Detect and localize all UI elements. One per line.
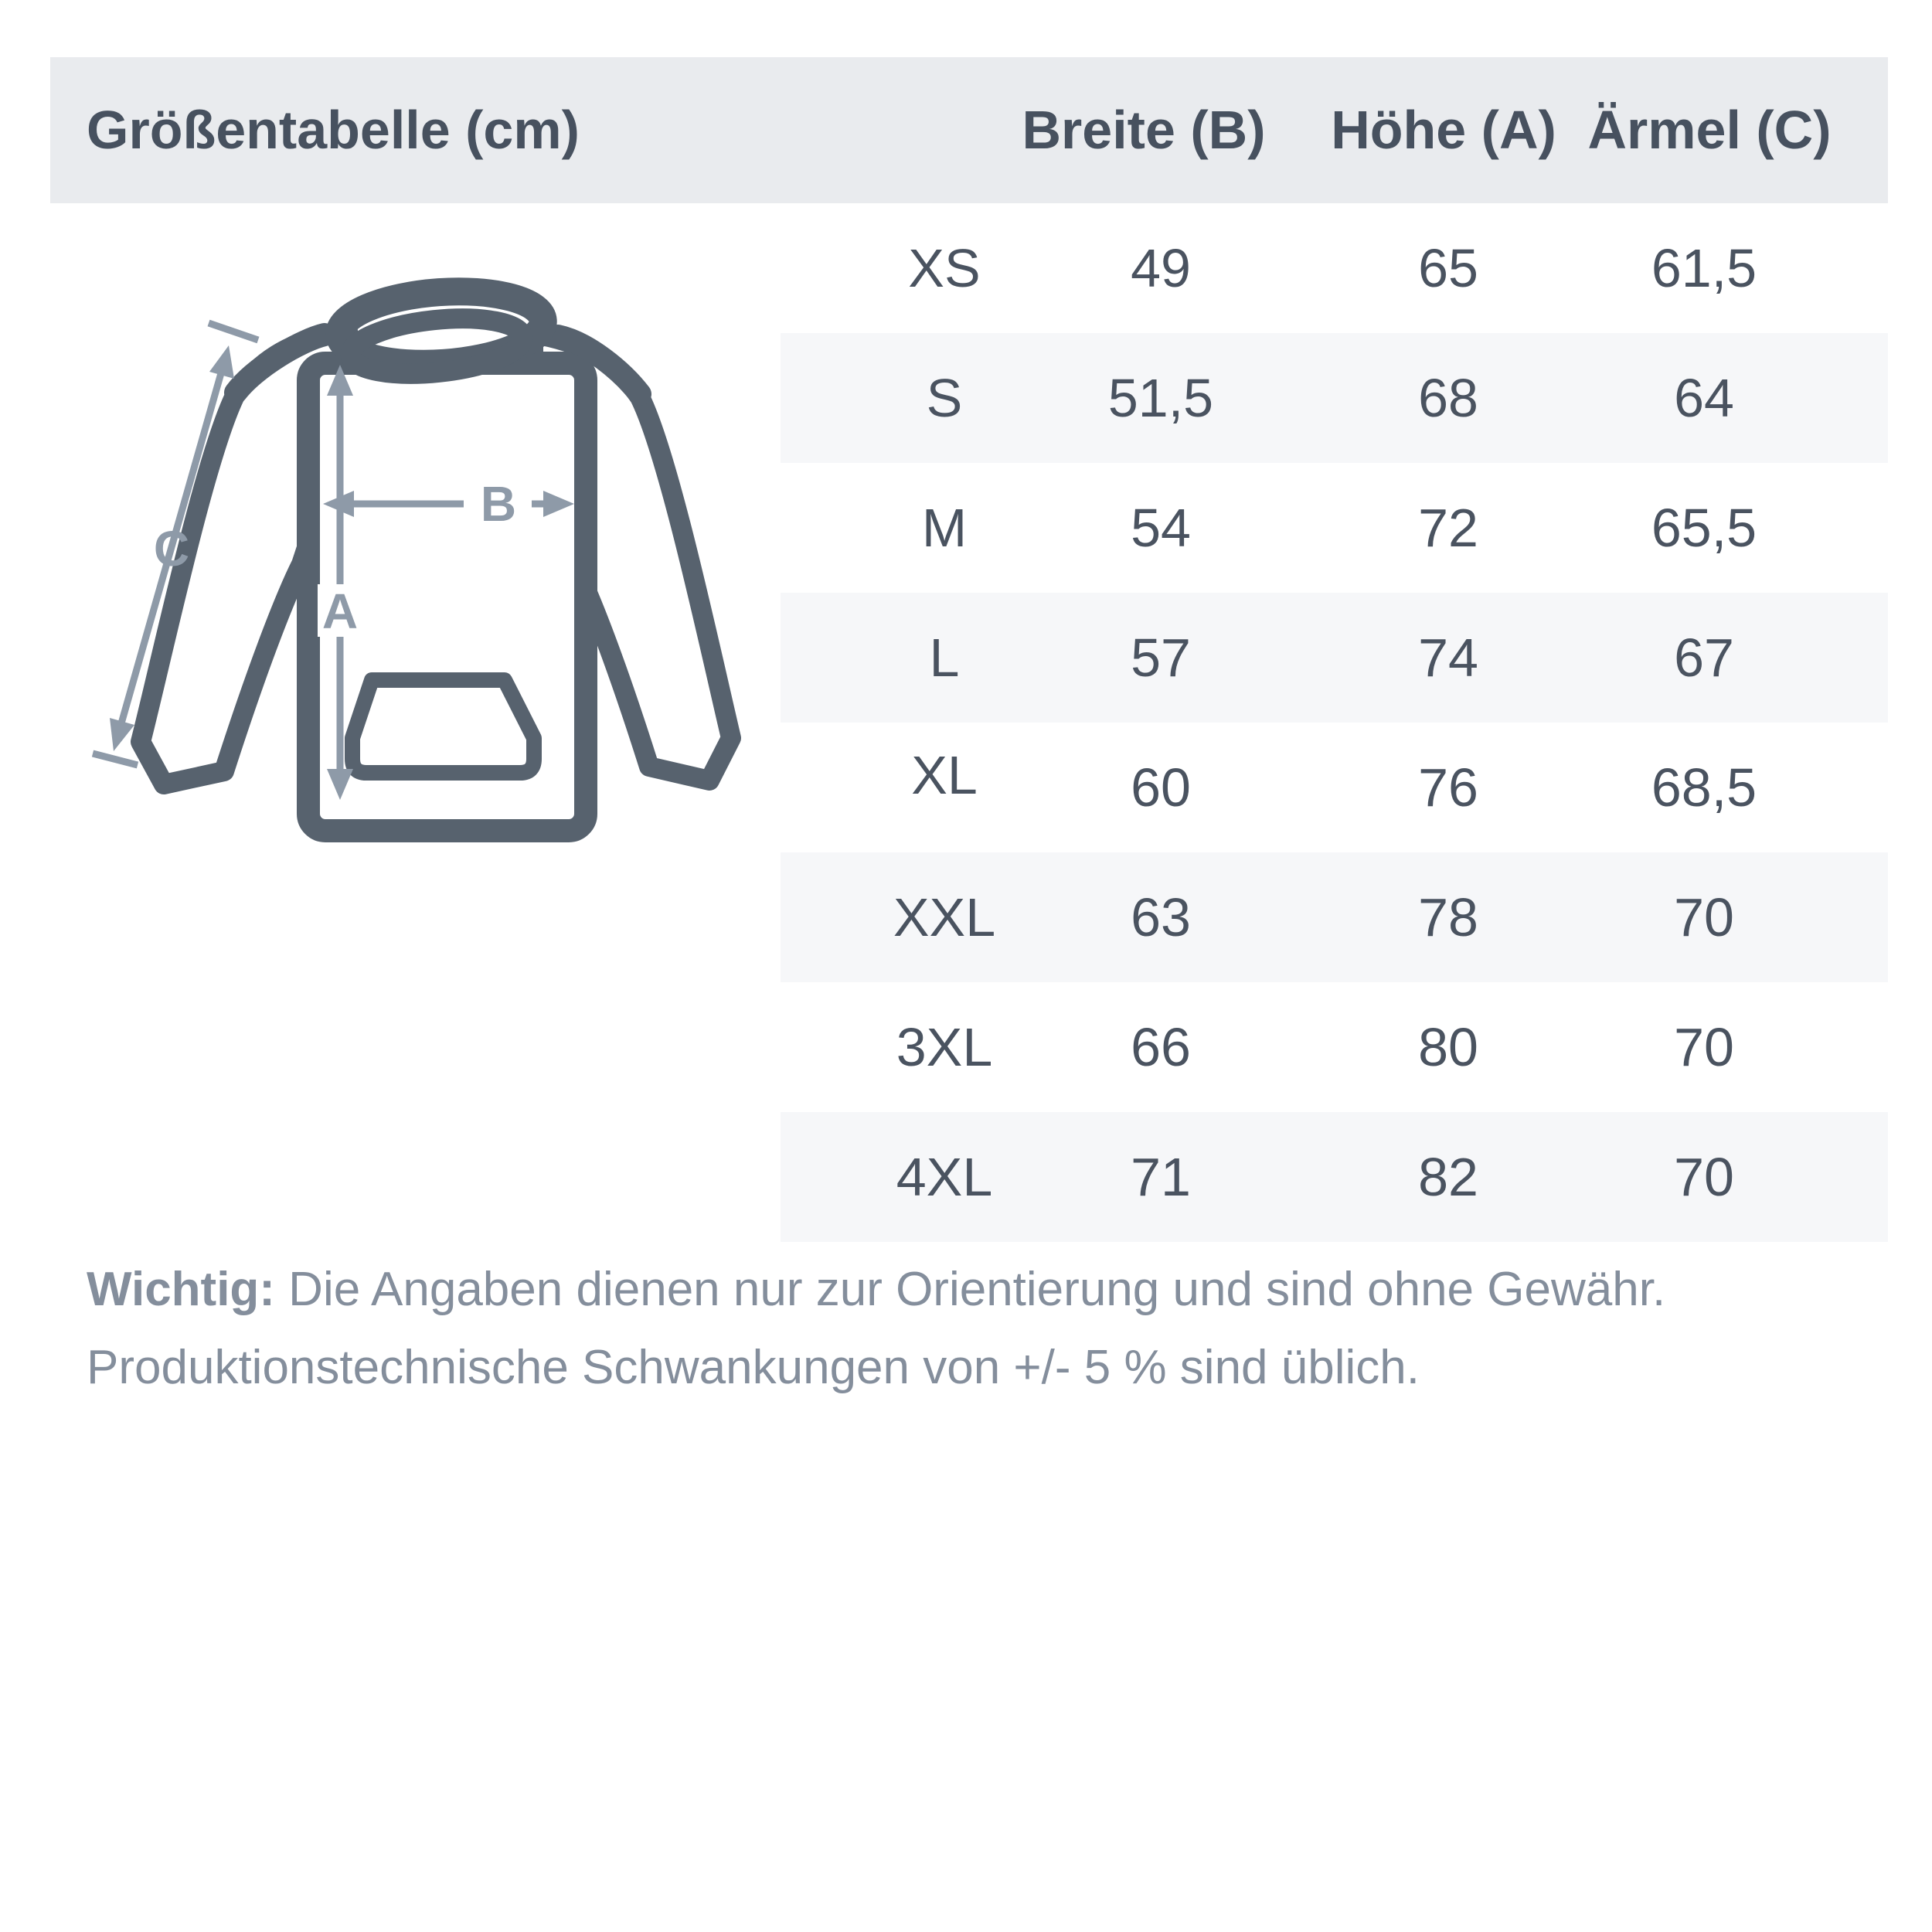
size-cell: XXL [893,887,996,947]
hoodie-pocket [352,680,534,773]
size-cell: L [929,628,960,688]
size-cell: M [921,498,968,558]
breite-cell: 49 [1131,238,1191,298]
size-cell: 3XL [896,1017,993,1077]
label-c: C [153,521,190,577]
label-b: B [480,476,517,532]
aermel-cell: 70 [1674,1017,1734,1077]
hoehe-cell: 72 [1418,498,1478,558]
hoehe-cell: 78 [1418,887,1478,947]
hoehe-cell: 68 [1418,368,1478,428]
hoehe-cell: 80 [1418,1017,1478,1077]
aermel-cell: 70 [1674,887,1734,947]
breite-cell: 57 [1131,628,1191,688]
aermel-cell: 65,5 [1651,498,1757,558]
hoehe-cell: 82 [1418,1147,1478,1207]
column-header-aermel: Ärmel (C) [1587,100,1832,160]
size-cell: XL [911,745,978,805]
breite-cell: 54 [1131,498,1191,558]
disclaimer [87,1250,1887,1406]
label-a: A [321,583,359,639]
hoehe-cell: 76 [1418,757,1478,818]
column-header-hoehe: Höhe (A) [1331,100,1556,160]
breite-cell: 60 [1131,757,1191,818]
disclaimer-bold-prefix: Wichtig: [87,1263,275,1316]
breite-cell: 71 [1131,1147,1191,1207]
aermel-cell: 68,5 [1651,757,1757,818]
aermel-cell: 67 [1674,628,1734,688]
breite-cell: 51,5 [1107,368,1214,428]
breite-cell: 66 [1131,1017,1191,1077]
table-header-band [50,57,1888,203]
hoehe-cell: 65 [1418,238,1478,298]
hoodie-measurement-diagram [46,201,819,1051]
aermel-cell: 64 [1674,368,1734,428]
size-cell: 4XL [896,1147,993,1207]
hoehe-cell: 74 [1418,628,1478,688]
aermel-cell: 61,5 [1651,238,1757,298]
disclaimer-line-1: Wichtig: Die Angaben dienen nur zur Orientierung und sind ohne Gewähr. [87,1263,1666,1316]
page-title: Größentabelle (cm) [87,100,580,160]
size-cell: XS [908,238,981,298]
breite-cell: 63 [1131,887,1191,947]
size-cell: S [926,368,963,428]
disclaimer-line-2: Produktionstechnische Schwankungen von +/- 5 % sind üblich. [87,1341,1420,1394]
table-row [0,1112,1932,1242]
column-header-breite: Breite (B) [1022,100,1266,160]
aermel-cell: 70 [1674,1147,1734,1207]
